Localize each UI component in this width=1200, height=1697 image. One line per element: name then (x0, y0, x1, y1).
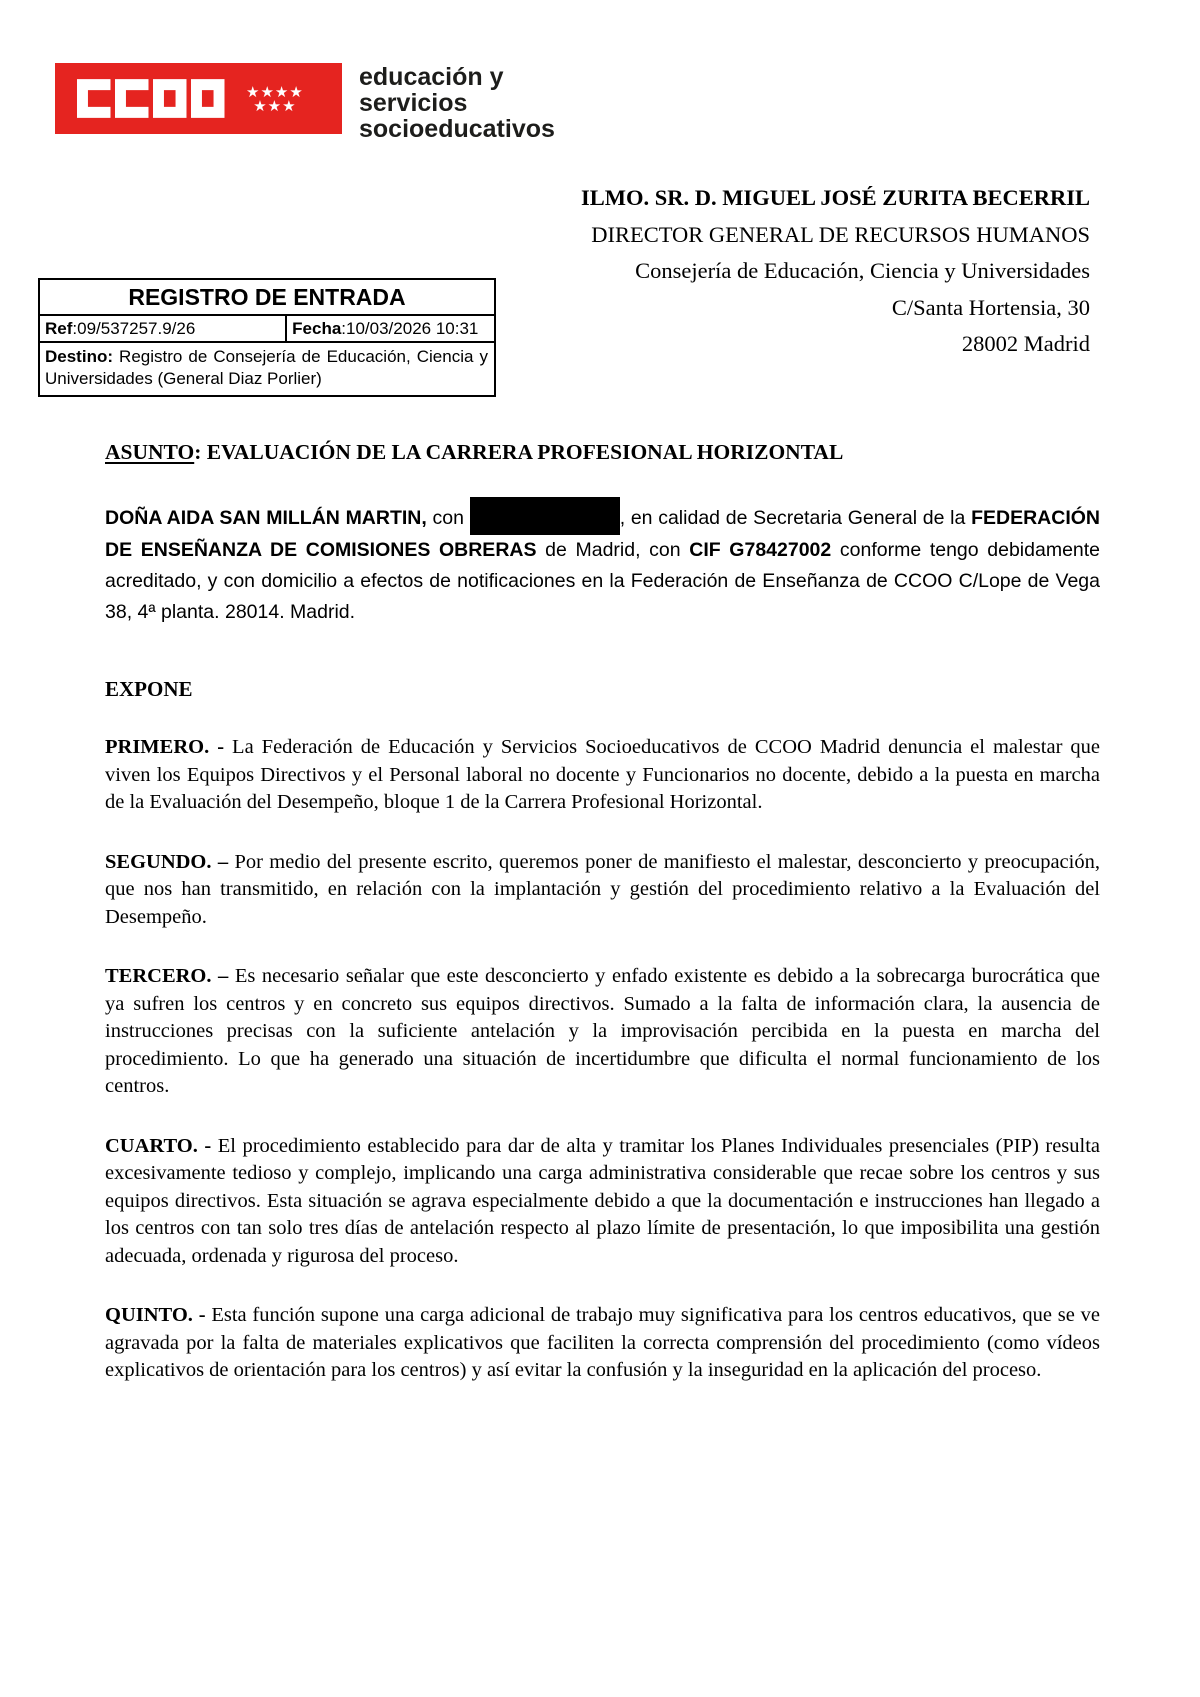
logo-tagline (359, 63, 555, 142)
stamp-ref-label: Ref (45, 319, 73, 338)
declarant-name: DOÑA AIDA SAN MILLÁN MARTIN, (105, 507, 427, 530)
paragraph-cuarto-text: El procedimiento establecido para dar de alta y tramitar los Planes Individuales presenciales (PIP) resulta excesivamente tedioso y complejo, implicando una carga administrativa considerable que recae sobre los centros y sus equipos directivos. Esta situación se agrava especialmente debido a que la documentación e instrucciones han llegado a los centros con tan solo tres días de antelación respecto al plazo límite de presentación, lo que imposibilita una gestión adecuada, ordenada y rigurosa del proceso. (105, 1134, 1101, 1267)
paragraph-primero (105, 734, 1100, 817)
stamp-destination (40, 343, 494, 395)
recipient-title: DIRECTOR GENERAL DE RECURSOS HUMANOS (591, 221, 1090, 247)
paragraph-cuarto-label: CUARTO. - (105, 1134, 218, 1157)
redacted-id-box (470, 497, 620, 535)
letter-body (105, 503, 1100, 1385)
tagline-line-3: socioeducativos (359, 115, 555, 143)
recipient-name: ILMO. SR. D. MIGUEL JOSÉ ZURITA BECERRIL (580, 185, 1090, 210)
intro-tail: conforme tengo debidamente acreditado, y con domicilio a efectos de notificaciones en la Federación de Enseñanza de CCOO C/Lope de Vega 38, 4ª planta. 28014. Madrid. (105, 539, 1101, 623)
recipient-department: Consejería de Educación, Ciencia y Universidades (635, 258, 1090, 283)
ccoo-wordmark (77, 79, 229, 118)
recipient-address-block (581, 180, 1090, 363)
intro-mid: de Madrid, con (536, 539, 690, 561)
stamp-ref-value: :09/537257.9/26 (72, 319, 196, 338)
stamp-date-label: Fecha (292, 319, 342, 338)
paragraph-cuarto (105, 1133, 1100, 1271)
intro-paragraph (105, 503, 1100, 628)
cif-number: CIF G78427002 (689, 539, 832, 561)
intro-post-redaction: , en calidad de Secretaria General de la (619, 507, 972, 530)
subject-text: : EVALUACIÓN DE LA CARRERA PROFESIONAL HORIZONTAL (194, 440, 844, 464)
paragraph-segundo-label: SEGUNDO. – (105, 850, 235, 873)
stamp-destination-value: Registro de Consejería de Educación, Ciencia y Universidades (General Diaz Porlier) (45, 347, 488, 388)
paragraph-quinto (105, 1302, 1100, 1385)
intro-pre-redaction: con (426, 507, 470, 530)
paragraph-segundo (105, 849, 1100, 932)
madrid-stars-bottom-row: ★★★ (253, 96, 297, 115)
madrid-stars-top-row: ★★★★ (246, 82, 304, 101)
expone-heading: EXPONE (105, 677, 193, 701)
paragraph-tercero-label: TERCERO. – (105, 965, 235, 987)
paragraph-quinto-label: QUINTO. - (105, 1304, 212, 1326)
org-logo (55, 63, 555, 142)
paragraph-segundo-text: Por medio del presente escrito, queremos poner de manifiesto el malestar, desconcierto y preocupación, que nos han transmitido, en relación con la implantación y gestión del procedimiento relativo a la Evaluación del Desempeño. (105, 850, 1100, 928)
tagline-line-1: educación y (359, 63, 504, 91)
stamp-date-cell (285, 316, 494, 341)
stamp-ref-date-row (40, 316, 494, 343)
stamp-date-value: :10/03/2026 10:31 (341, 319, 479, 338)
stamp-destination-label: Destino: (45, 347, 113, 366)
federation-name: FEDERACIÓN DE ENSEÑANZA DE COMISIONES OBRERAS (105, 507, 1100, 561)
recipient-city: 28002 Madrid (961, 331, 1090, 356)
tagline-line-2: servicios (359, 89, 468, 117)
recipient-street: C/Santa Hortensia, 30 (891, 294, 1090, 320)
ccoo-logo-red-box (55, 63, 342, 134)
stamp-title: REGISTRO DE ENTRADA (40, 280, 494, 316)
stamp-ref-cell (40, 316, 285, 341)
subject-line (105, 440, 1100, 465)
paragraph-quinto-text: Esta función supone una carga adicional de trabajo muy significativa para los centros educativos, que se ve agravada por la falta de materiales explicativos que faciliten la correcta comprensión del procedimiento (como vídeos explicativos de orientación para los centros) y así evitar la confusión y la inseguridad en la aplicación del proceso. (105, 1304, 1100, 1381)
registry-entry-stamp (38, 278, 496, 397)
paragraph-tercero (105, 963, 1100, 1101)
madrid-stars-icon (246, 82, 304, 115)
paragraph-primero-label: PRIMERO. - (105, 736, 233, 758)
paragraph-tercero-text: Es necesario señalar que este desconcierto y enfado existente es debido a la sobrecarga burocrática que ya sufren los centros y en concreto sus equipos directivos. Sumado a la falta de información clara, la ausencia de instrucciones precisas con la suficiente antelación y la improvisación percibida en la puesta en marcha del procedimiento. Lo que ha generado una situación de incertidumbre que dificulta el normal funcionamiento de los centros. (105, 965, 1100, 1097)
subject-label: ASUNTO (105, 440, 195, 464)
paragraph-primero-text: La Federación de Educación y Servicios Socioeducativos de CCOO Madrid denuncia el malestar que viven los Equipos Directivos y el Personal laboral no docente y Funcionarios no docente, debido a la puesta en marcha de la Evaluación del Desempeño, bloque 1 de la Carrera Profesional Horizontal. (105, 736, 1101, 813)
